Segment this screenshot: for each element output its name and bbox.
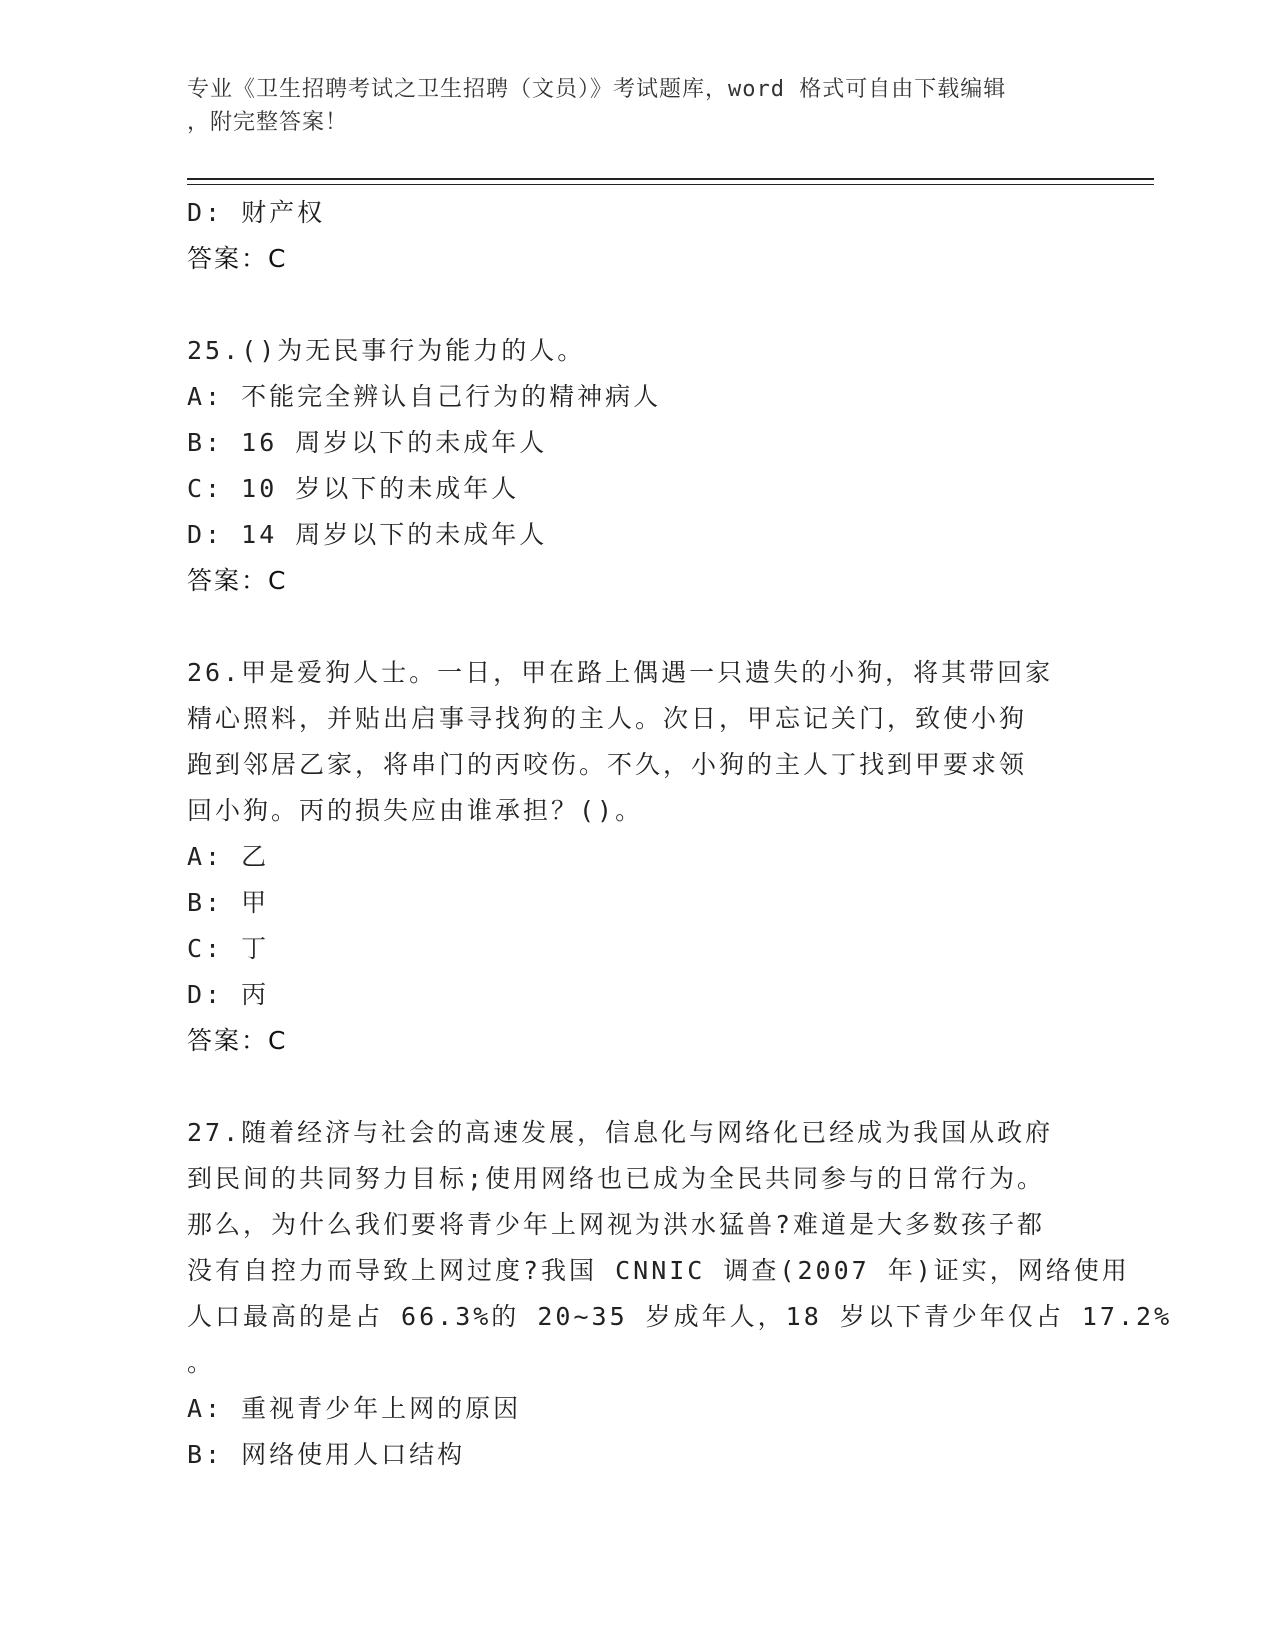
question-stem-line: 跑到邻居乙家，将串门的丙咬伤。不久，小狗的主人丁找到甲要求领 [187, 750, 1028, 779]
header-line-2: ，附完整答案！ [187, 110, 349, 135]
spacer [187, 604, 1087, 650]
option-d: D: 14 周岁以下的未成年人 [187, 520, 548, 549]
question-stem-line: 到民间的共同努力目标;使用网络也已成为全民共同参与的日常行为。 [187, 1164, 1046, 1193]
question-stem-line: 。 [187, 1348, 216, 1377]
question-24 [187, 190, 1087, 282]
question-stem-line: 27.随着经济与社会的高速发展，信息化与网络化已经成为我国从政府 [187, 1118, 1054, 1147]
option-d: D: 财产权 [187, 198, 326, 227]
option-a: A: 乙 [187, 842, 270, 871]
question-stem-line: 26.甲是爱狗人士。一日，甲在路上偶遇一只遗失的小狗，将其带回家 [187, 658, 1054, 687]
option-b: B: 网络使用人口结构 [187, 1440, 466, 1469]
answer-label: 答案：C [187, 1026, 288, 1055]
question-stem-line: 精心照料，并贴出启事寻找狗的主人。次日，甲忘记关门，致使小狗 [187, 704, 1028, 733]
option-d: D: 丙 [187, 980, 270, 1009]
header-line-1: 专业《卫生招聘考试之卫生招聘（文员）》考试题库，word 格式可自由下载编辑 [187, 77, 1007, 102]
header-rule-thick [187, 178, 1154, 180]
question-stem-line: 那么，为什么我们要将青少年上网视为洪水猛兽?难道是大多数孩子都 [187, 1210, 1046, 1239]
option-a: A: 不能完全辨认自己行为的精神病人 [187, 382, 662, 411]
option-c: C: 丁 [187, 934, 270, 963]
question-list [187, 190, 1173, 1478]
option-c: C: 10 岁以下的未成年人 [187, 474, 520, 503]
question-stem: 25.()为无民事行为能力的人。 [187, 336, 586, 365]
option-b: B: 16 周岁以下的未成年人 [187, 428, 548, 457]
option-b: B: 甲 [187, 888, 270, 917]
spacer [187, 282, 1087, 328]
answer-label: 答案：C [187, 566, 288, 595]
question-26 [187, 650, 1087, 1064]
answer-label: 答案：C [187, 244, 288, 273]
question-stem-line: 回小狗。丙的损失应由谁承担？()。 [187, 796, 644, 825]
spacer [187, 1064, 1087, 1110]
question-27 [187, 1110, 1173, 1478]
document-header [187, 73, 1087, 139]
question-stem-line: 人口最高的是占 66.3%的 20~35 岁成年人，18 岁以下青少年仅占 17.2% [187, 1302, 1173, 1331]
question-25 [187, 328, 1087, 604]
option-a: A: 重视青少年上网的原因 [187, 1394, 522, 1423]
header-rule-thin [187, 184, 1154, 185]
question-stem-line: 没有自控力而导致上网过度?我国 CNNIC 调查(2007 年)证实，网络使用 [187, 1256, 1130, 1285]
